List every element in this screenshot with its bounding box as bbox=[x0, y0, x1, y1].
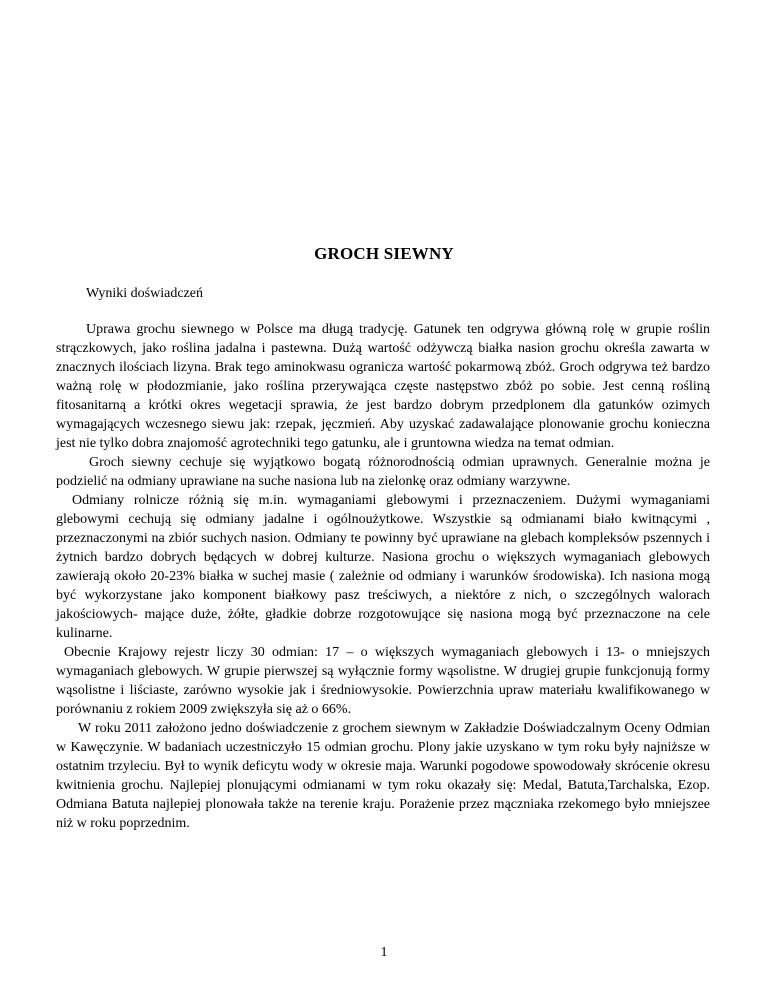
document-subtitle: Wyniki doświadczeń bbox=[86, 286, 203, 301]
paragraph-register: Obecnie Krajowy rejestr liczy 30 odmian: 17 – o większych wymaganiach glebowych i 13- o mniejszych wymaganiach glebowych. W grupie pierwszej są wyłącznie formy wąsolistne. W drugiej grupie funkcjonują formy wąsolistne i liściaste, zarówno wysokie jak i średniowysokie. Powierzchnia upraw materiału kwalifikowanego w porównaniu z rokiem 2009 zwiększyła się aż o 66%. bbox=[56, 645, 710, 717]
paragraph-varieties: Groch siewny cechuje się wyjątkowo bogatą różnorodnością odmian uprawnych. Generalnie można je podzielić na odmiany uprawiane na suche nasiona lub na zielonkę oraz odmiany warzywne. bbox=[56, 455, 710, 489]
paragraph-agricultural-varieties: Odmiany rolnicze różnią się m.in. wymaganiami glebowymi i przeznaczeniem. Dużymi wymaganiami glebowymi cechują się odmiany jadalne i ogólnoużytkowe. Wszystkie są odmianami biało kwitnącymi , przeznaczonymi na zbiór suchych nasion. Odmiany te powinny być uprawiane na glebach kompleksów pszennych i żytnich bardzo dobrych będących w dobrej kulturze. Nasiona grochu o większych wymaganiach glebowych zawierają około 20-23% białka w suchej masie ( zależnie od odmiany i warunków środowiska). Ich nasiona mogą być wykorzystane jako komponent białkowy pasz treściwych, a niektóre z nich, o szczególnych walorach jakościowych- mające duże, żółte, gładkie dobrze rozgotowujące się nasiona mogą być przeznaczone na cele kulinarne. bbox=[56, 493, 710, 641]
document-body bbox=[56, 320, 710, 833]
document-title: GROCH SIEWNY bbox=[314, 244, 454, 263]
page-number: 1 bbox=[380, 945, 388, 960]
paragraph-experiment-2011: W roku 2011 założono jedno doświadczenie z grochem siewnym w Zakładzie Doświadczalnym Oceny Odmian w Kawęczynie. W badaniach uczestniczyło 15 odmian grochu. Plony jakie uzyskano w tym roku były najniższe w ostatnim trzyleciu. Był to wynik deficytu wody w okresie maja. Warunki pogodowe spowodowały skrócenie okresu kwitnienia grochu. Najlepiej plonującymi odmianami w tym roku okazały się: Medal, Batuta,Tarchalska, Ezop. Odmiana Batuta najlepiej plonowała także na terenie kraju. Porażenie przez mączniaka rzekomego było mniejszee niż w roku poprzednim. bbox=[56, 721, 710, 831]
paragraph-intro: Uprawa grochu siewnego w Polsce ma długą tradycję. Gatunek ten odgrywa główną rolę w grupie roślin strączkowych, jako roślina jadalna i pastewna. Dużą wartość odżywczą białka nasion grochu określa zawarta w znacznych ilościach lizyna. Brak tego aminokwasu ogranicza wartość pokarmową zbóż. Groch odgrywa też bardzo ważną rolę w płodozmianie, jako roślina przerywająca częste następstwo zbóż po sobie. Jest cenną rośliną fitosanitarną a krótki okres wegetacji sprawia, że jest bardzo dobrym przedplonem dla gatunków ozimych wymagających wczesnego siewu jak: rzepak, jęczmień. Aby uzyskać zadawalające plonowanie grochu konieczna jest nie tylko dobra znajomość agrotechniki tego gatunku, ale i gruntowna wiedza na temat odmian. bbox=[56, 322, 710, 451]
